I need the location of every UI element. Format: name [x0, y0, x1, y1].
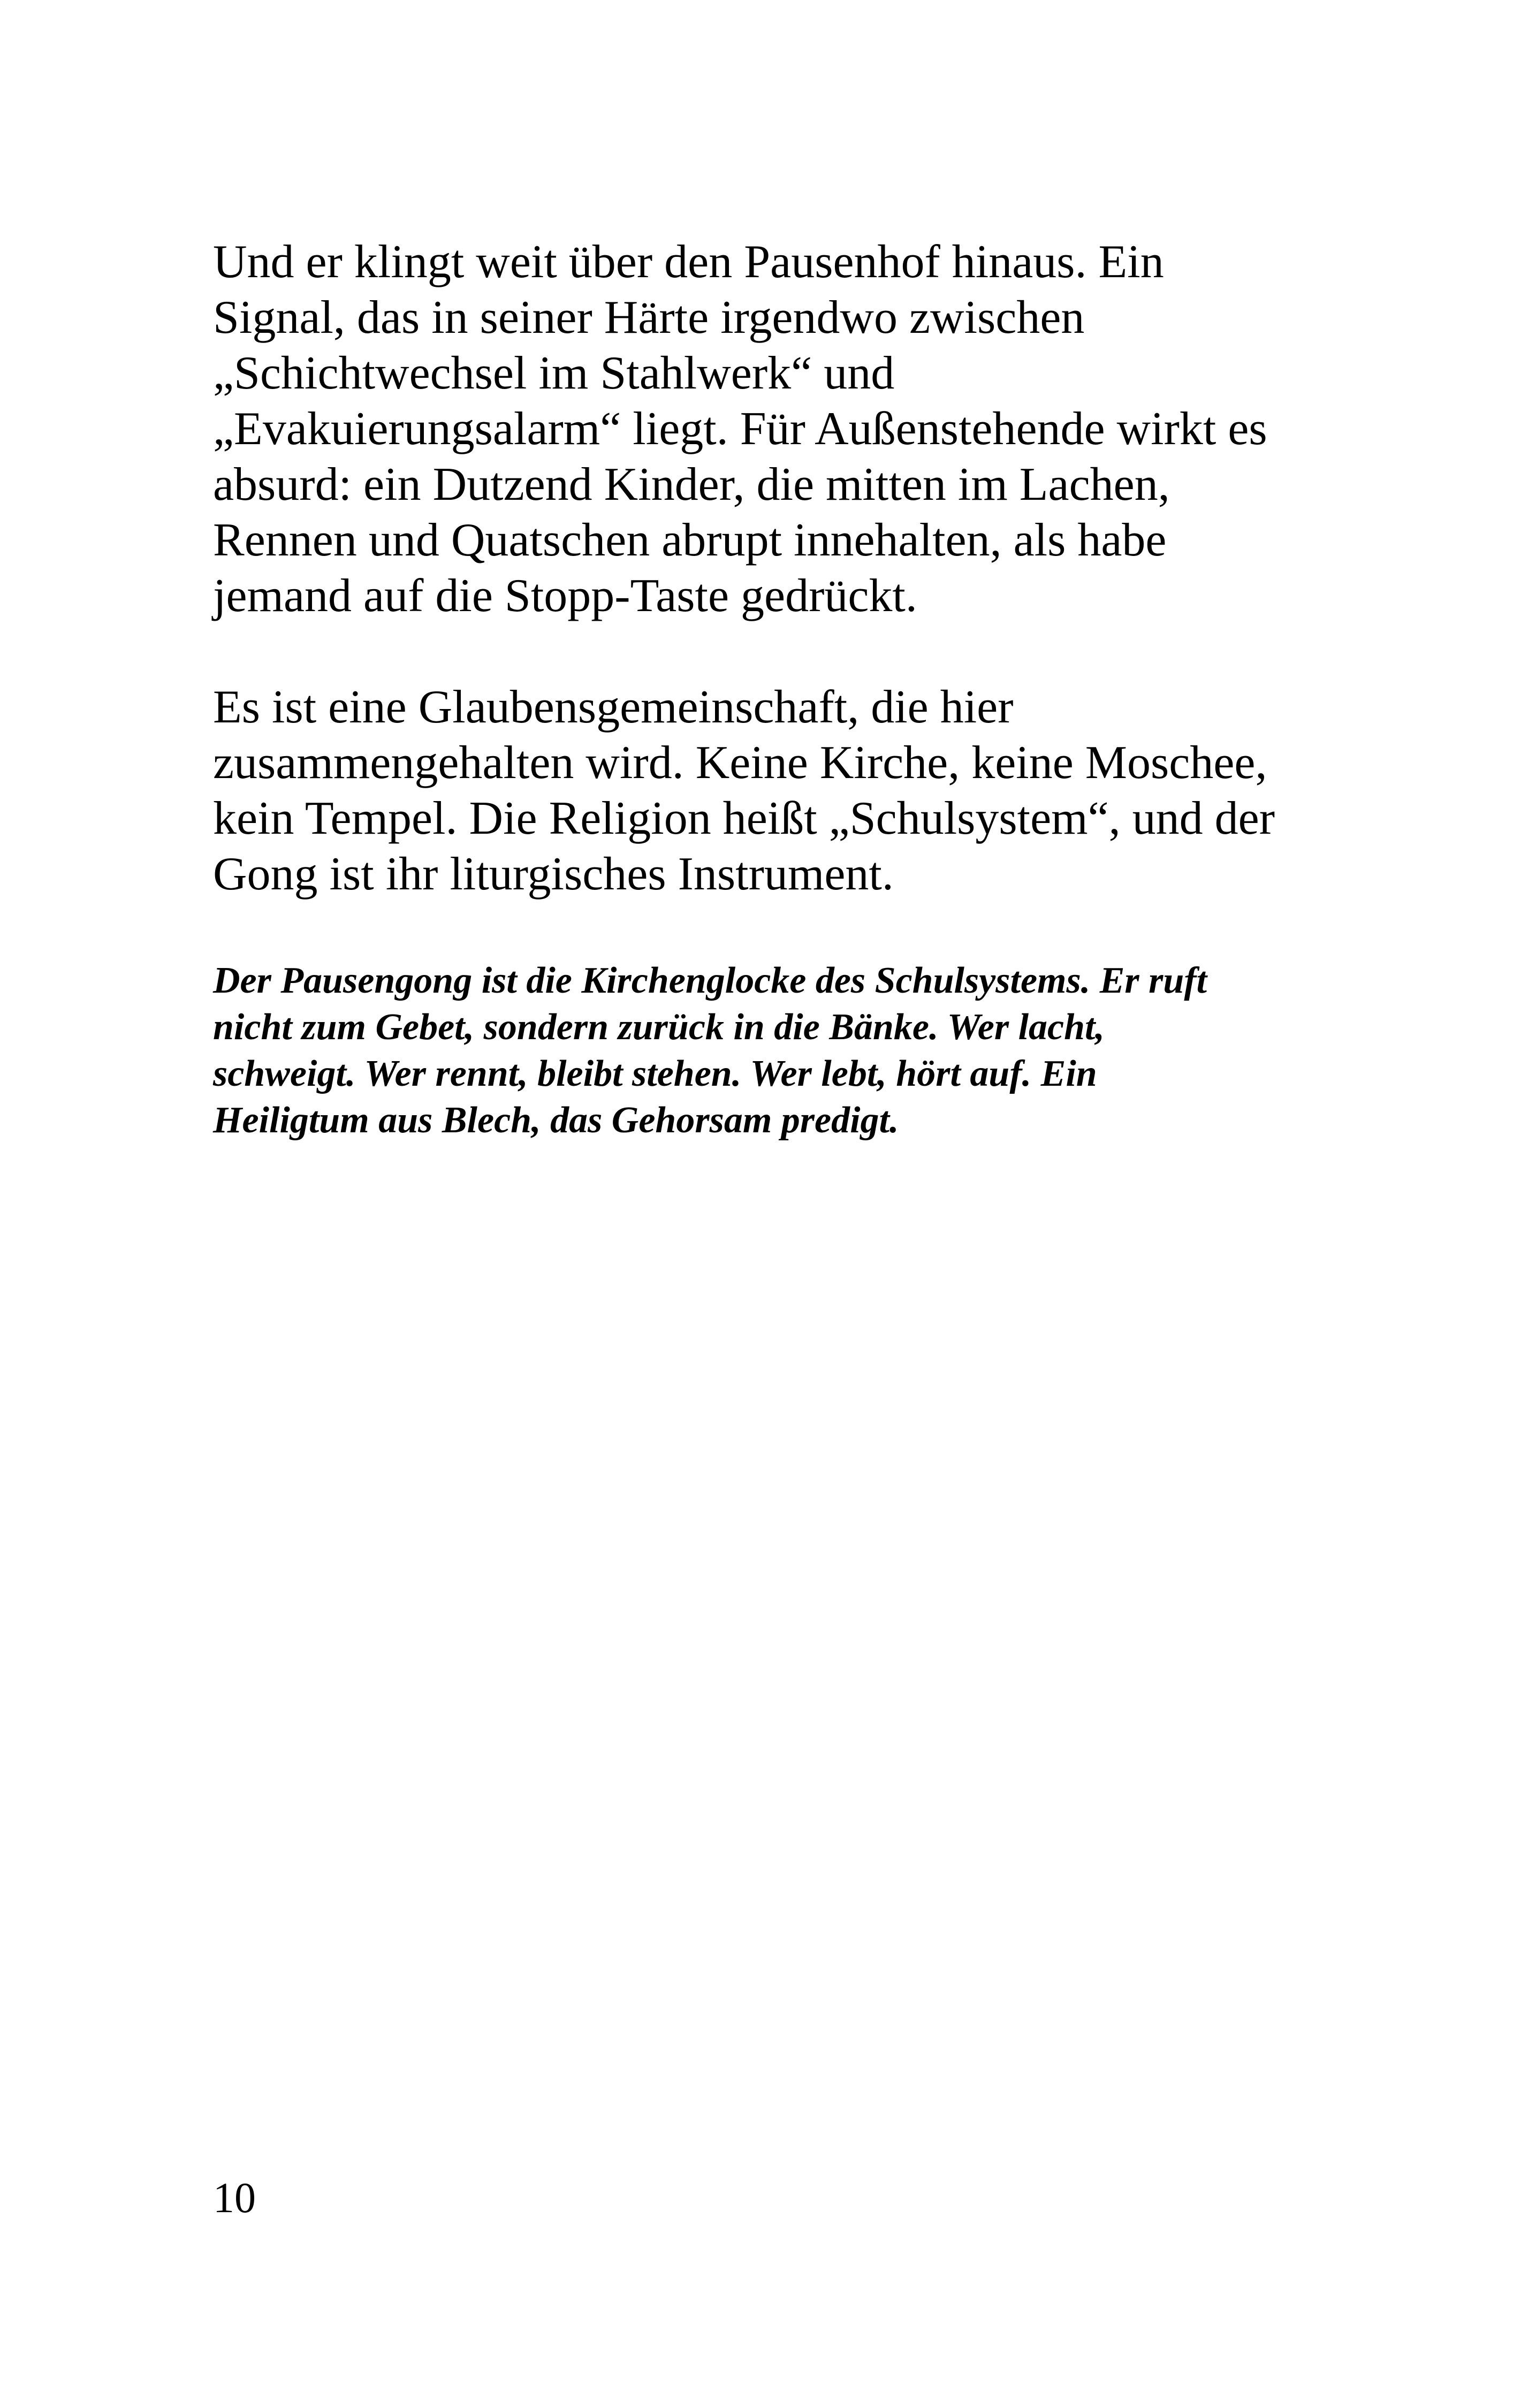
quote-line: nicht zum Gebet, sondern zurück in die Bänke. Wer lacht,	[213, 1007, 1105, 1048]
pull-quote	[213, 957, 1326, 1144]
text-line: kein Tempel. Die Religion heißt „Schulsystem“, und der	[213, 792, 1275, 844]
quote-line: Heiligtum aus Blech, das Gehorsam predigt.	[213, 1100, 899, 1141]
text-line: absurd: ein Dutzend Kinder, die mitten im Lachen,	[213, 459, 1170, 510]
text-line: „Evakuierungsalarm“ liegt. Für Außenstehende wirkt es	[213, 403, 1267, 455]
text-line: „Schichtwechsel im Stahlwerk“ und	[213, 347, 895, 399]
text-line: zusammengehalten wird. Keine Kirche, keine Moschee,	[213, 737, 1267, 789]
page-number: 10	[213, 2175, 256, 2222]
text-line: Es ist eine Glaubensgemeinschaft, die hier	[213, 681, 1014, 733]
text-line: Rennen und Quatschen abrupt innehalten, als habe	[213, 514, 1167, 566]
text-line: jemand auf die Stopp-Taste gedrückt.	[213, 570, 917, 622]
text-line: Signal, das in seiner Härte irgendwo zwischen	[213, 292, 1085, 344]
paragraph-text	[213, 234, 1326, 624]
text-line: Gong ist ihr liturgisches Instrument.	[213, 848, 894, 900]
quote-line: Der Pausengong ist die Kirchenglocke des Schulsystems. Er ruft	[213, 960, 1207, 1001]
body-paragraph-1	[213, 234, 1326, 624]
body-paragraph-2	[213, 680, 1326, 902]
text-line: Und er klingt weit über den Pausenhof hinaus. Ein	[213, 236, 1164, 288]
quote-text	[213, 957, 1326, 1144]
quote-line: schweigt. Wer rennt, bleibt stehen. Wer lebt, hört auf. Ein	[213, 1053, 1097, 1094]
paragraph-text	[213, 680, 1326, 902]
